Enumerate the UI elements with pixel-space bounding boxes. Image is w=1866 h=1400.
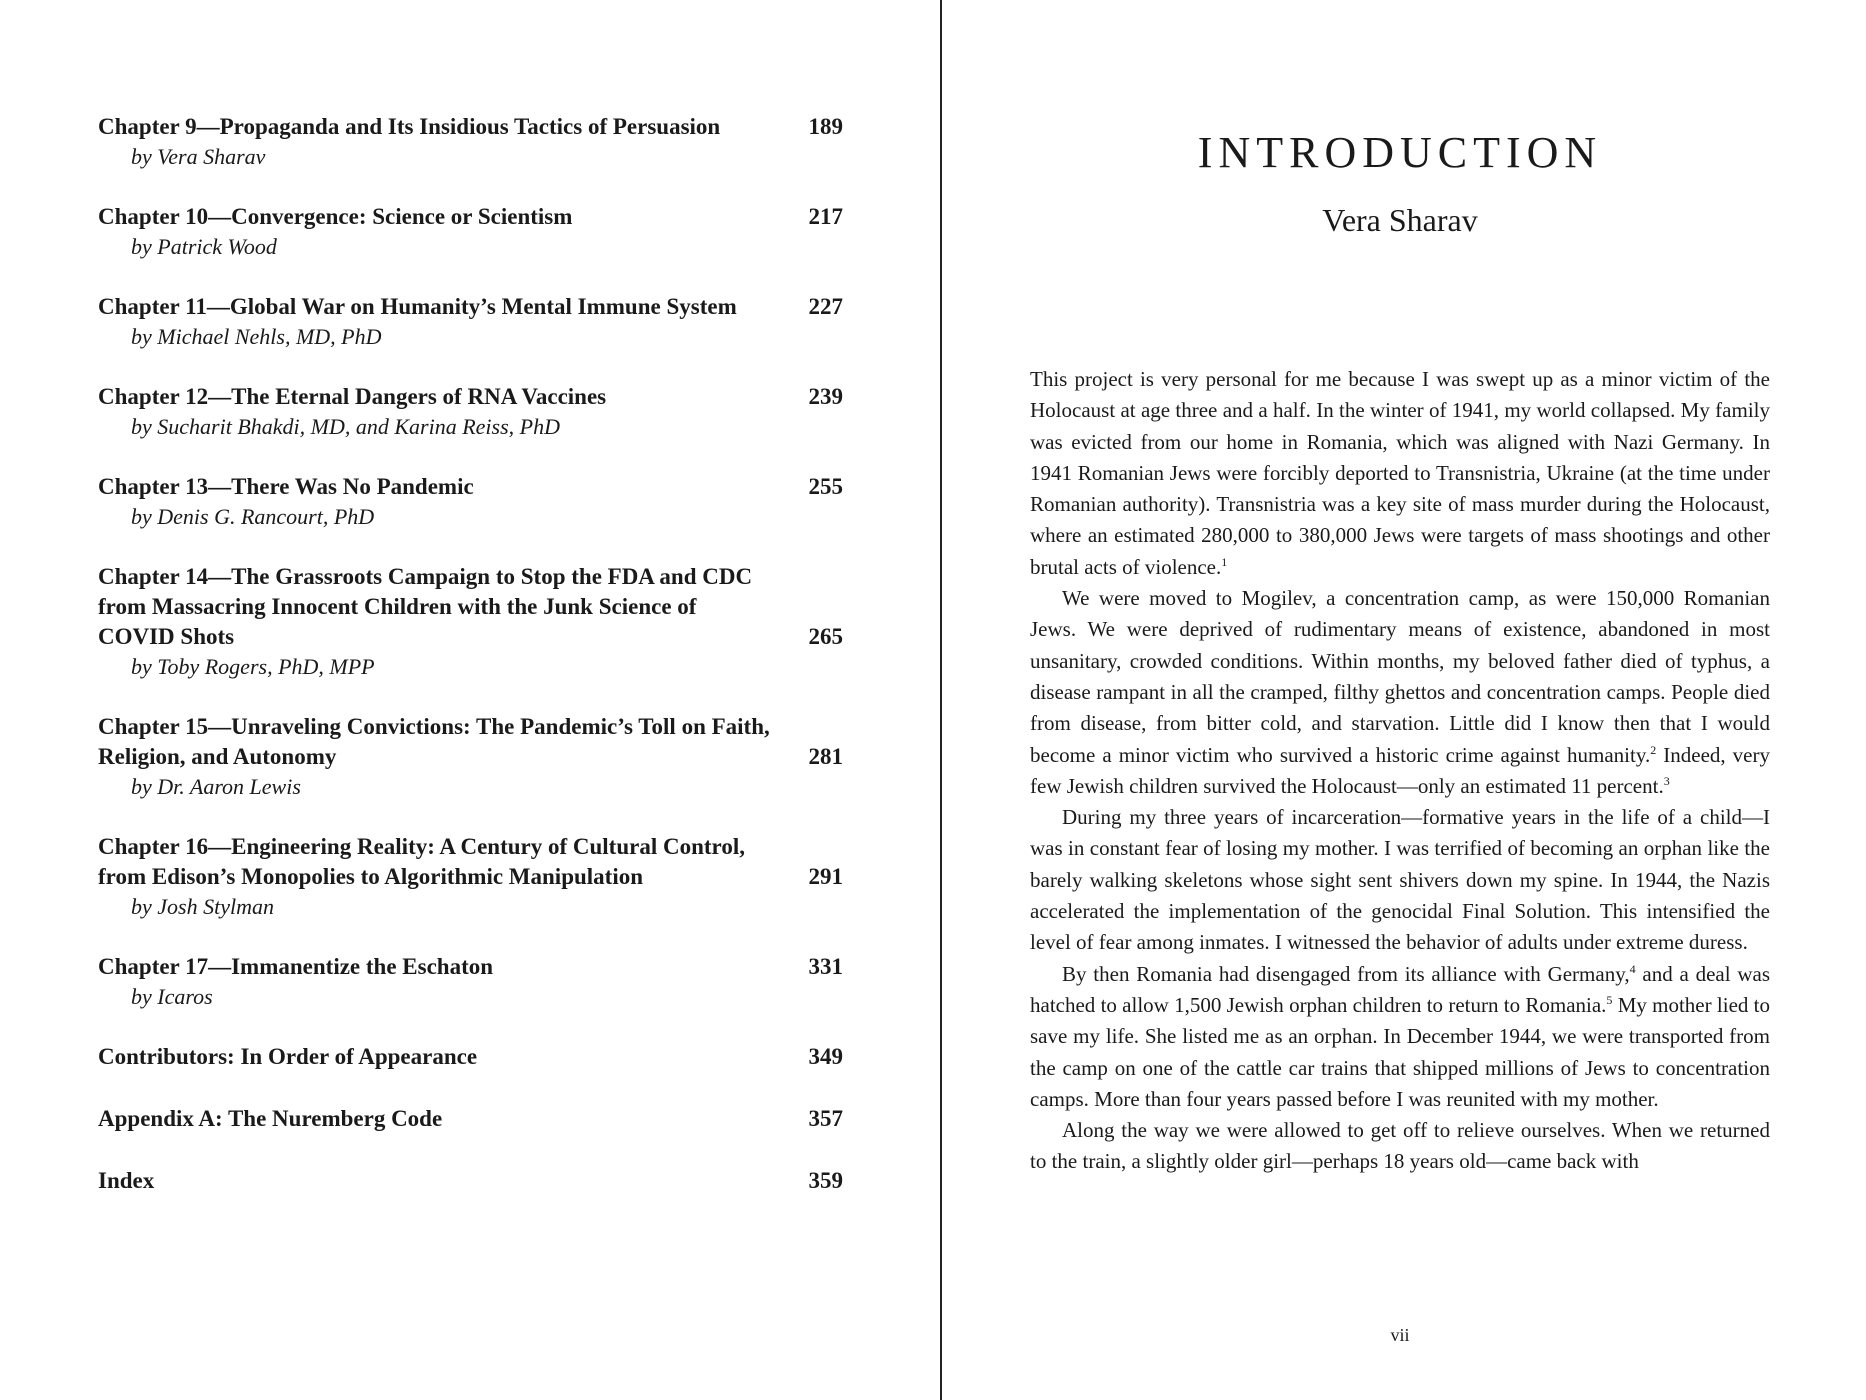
footnote-ref[interactable]: 5	[1606, 992, 1613, 1007]
toc-chapter-author: by Josh Stylman	[131, 894, 274, 919]
toc-entry	[98, 292, 843, 352]
footnote-ref[interactable]: 1	[1221, 554, 1228, 569]
toc-chapter-title: Chapter 9—Propaganda and Its Insidious Tactics of Persuasion	[98, 114, 721, 139]
toc-chapter-author: by Toby Rogers, PhD, MPP	[131, 654, 375, 679]
toc-entry	[98, 1166, 843, 1196]
toc-chapter-title: Chapter 12—The Eternal Dangers of RNA Vaccines	[98, 384, 607, 409]
toc-page-number: 265	[808, 624, 843, 649]
toc-entry	[98, 952, 843, 1012]
page-gutter-divider	[940, 0, 942, 1400]
table-of-contents	[98, 112, 843, 1228]
toc-chapter-author: by Michael Nehls, MD, PhD	[131, 324, 382, 349]
toc-chapter-author: by Vera Sharav	[131, 144, 266, 169]
toc-page-number: 349	[808, 1044, 843, 1069]
toc-chapter-title: Chapter 17—Immanentize the Eschaton	[98, 954, 494, 979]
toc-chapter-title: Chapter 15—Unraveling Convictions: The Pandemic’s Toll on Faith, Religion, and Autonomy	[98, 714, 770, 769]
paragraph: By then Romania had disengaged from its alliance with Germany,$^4$ and a deal was hatched to allow 1,500 Jewish orphan children to return to Romania.$^5$ My mother lied to save my life. She listed me as an orphan. In December 1944, we were transported from the camp on one of the cattle car trains that shipped millions of Jews to concentration camps. More than four years passed before I was reunited with my mother.	[1030, 961, 1771, 1111]
toc-chapter-title: Chapter 11—Global War on Humanity’s Mental Immune System	[98, 294, 737, 319]
toc-page-number: 281	[808, 744, 843, 769]
toc-page-number: 217	[808, 204, 843, 229]
toc-page-number: 255	[808, 474, 843, 499]
toc-entry	[98, 712, 843, 802]
paragraph: Along the way we were allowed to get off to relieve ourselves. When we returned to the train, a slightly older girl—perhaps 18 years old—came back with	[1030, 1118, 1770, 1174]
footnote-ref[interactable]: 2	[1650, 742, 1657, 757]
toc-section-title: Index	[98, 1168, 155, 1193]
toc-entry	[98, 382, 843, 442]
chapter-heading: INTRODUCTION	[1197, 128, 1603, 177]
toc-chapter-author: by Sucharit Bhakdi, MD, and Karina Reiss, PhD	[131, 414, 560, 439]
paragraph: During my three years of incarceration—formative years in the life of a child—I was in constant fear of losing my mother. I was terrified of becoming an orphan like the barely walking skeletons whose sight sent shivers down my spine. In 1944, the Nazis accelerated the implementation of the genocidal Final Solution. This intensified the level of fear among inmates. I witnessed the behavior of adults under extreme duress.	[1030, 805, 1770, 955]
page-number: vii	[1390, 1325, 1410, 1345]
body-text	[1030, 364, 1770, 1178]
toc-section-title: Appendix A: The Nuremberg Code	[98, 1106, 443, 1131]
toc-page-number: 357	[808, 1106, 843, 1131]
introduction-page	[1030, 0, 1770, 1400]
paragraph: This project is very personal for me because I was swept up as a minor victim of the Holocaust at age three and a half. In the winter of 1941, my world collapsed. My family was evicted from our home in Romania, which was aligned with Nazi Germany. In 1941 Romanian Jews were forcibly deported to Transnistria, Ukraine (at the time under Romanian authority). Transnistria was a key site of mass murder during the Holocaust, where an estimated 280,000 to 380,000 Jews were targets of mass shootings and other brutal acts of violence.$^1$	[1030, 367, 1770, 579]
toc-entry	[98, 832, 843, 922]
toc-entry	[98, 1042, 843, 1072]
chapter-author: Vera Sharav	[1322, 202, 1478, 238]
toc-chapter-author: by Patrick Wood	[131, 234, 277, 259]
toc-chapter-author: by Denis G. Rancourt, PhD	[131, 504, 375, 529]
toc-chapter-author: by Dr. Aaron Lewis	[131, 774, 301, 799]
toc-page-number: 359	[808, 1168, 843, 1193]
footnote-ref[interactable]: 4	[1629, 961, 1636, 976]
toc-chapter-author: by Icaros	[131, 984, 213, 1009]
toc-entry	[98, 562, 843, 682]
toc-chapter-title: Chapter 13—There Was No Pandemic	[98, 474, 474, 499]
paragraph: We were moved to Mogilev, a concentration camp, as were 150,000 Romanian Jews. We were deprived of rudimentary means of existence, abandoned in most unsanitary, crowded conditions. Within months, my beloved father died of typhus, a disease rampant in all the cramped, filthy ghettos and concentration camps. People died from disease, from bitter cold, and starvation. Little did I know then that I would become a minor victim who survived a historic crime against humanity.$^2$ Indeed, very few Jewish children survived the Holocaust—only an estimated 11 percent.$^3$	[1030, 586, 1770, 798]
toc-page-number: 227	[808, 294, 843, 319]
toc-entry	[98, 202, 843, 262]
toc-chapter-title: Chapter 14—The Grassroots Campaign to Stop the FDA and CDC from Massacring Innocent Children with the Junk Science of COVID Shots	[98, 564, 753, 649]
toc-page-number: 291	[808, 864, 843, 889]
footnote-ref[interactable]: 3	[1663, 773, 1670, 788]
toc-section-title: Contributors: In Order of Appearance	[98, 1044, 478, 1069]
toc-page-number: 189	[808, 114, 843, 139]
toc-entry	[98, 112, 843, 172]
toc-chapter-title: Chapter 16—Engineering Reality: A Century of Cultural Control, from Edison’s Monopolies to Algorithmic Manipulation	[98, 834, 745, 889]
toc-page-number: 331	[808, 954, 843, 979]
toc-entry	[98, 472, 843, 532]
toc-chapter-title: Chapter 10—Convergence: Science or Scientism	[98, 204, 573, 229]
toc-page-number: 239	[808, 384, 843, 409]
toc-entry	[98, 1104, 843, 1134]
